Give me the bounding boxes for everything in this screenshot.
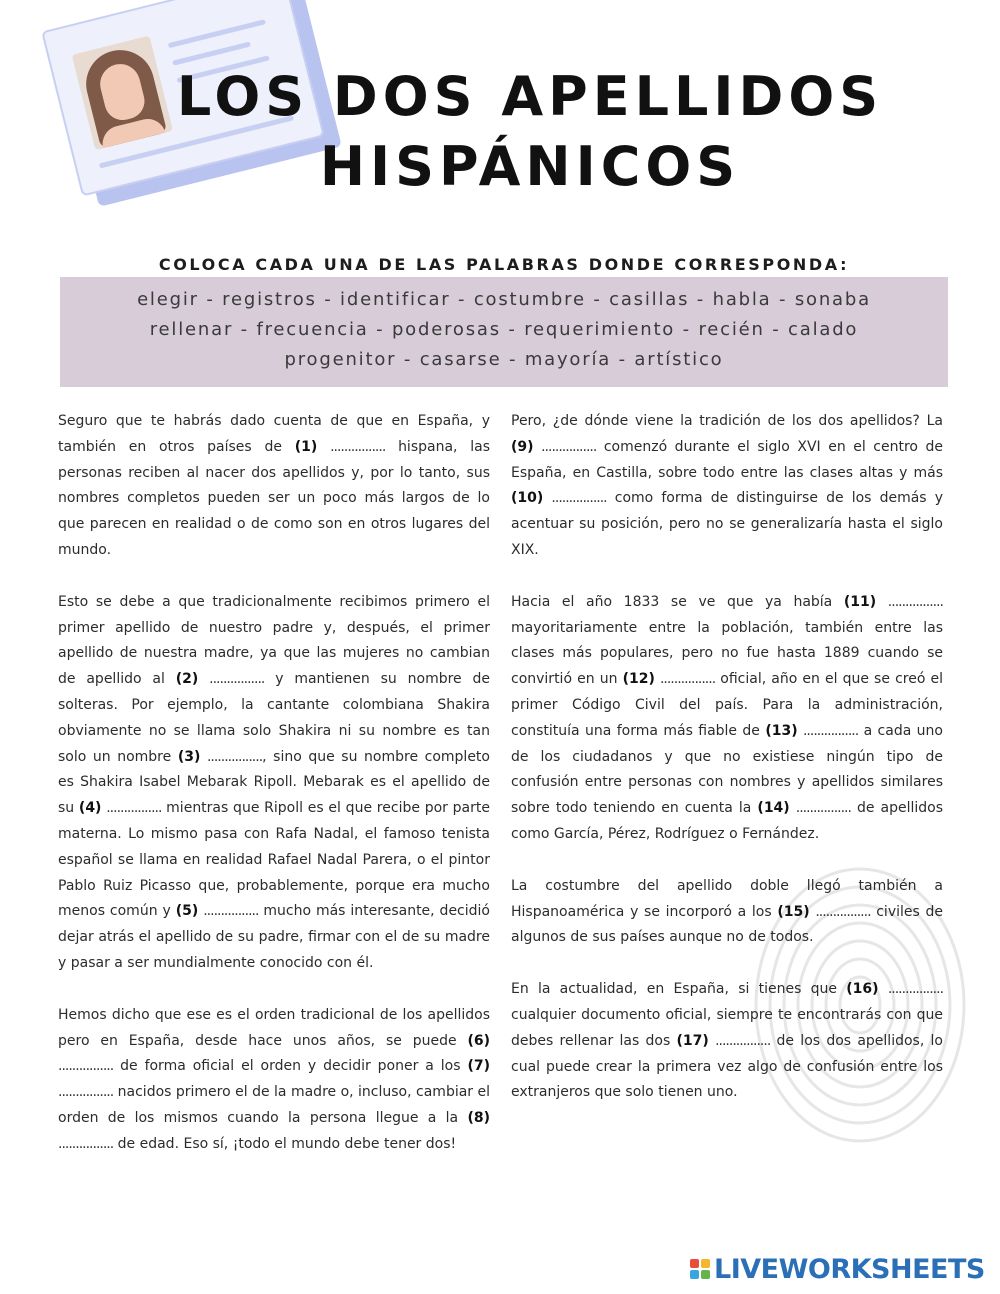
paragraph-text: de edad. Eso sí, ¡todo el mundo debe tener dos!	[117, 1135, 457, 1152]
blank-number: (7)	[467, 1058, 491, 1075]
word-bank-line: progenitor - casarse - mayoría - artístico	[284, 349, 724, 370]
paragraph-text: cualquier documento oficial, siempre te encontrarás con que debes rellenar las dos	[511, 1006, 943, 1049]
blank-field[interactable]: ................	[551, 490, 607, 507]
paragraph-text: a cada uno de los ciudadanos y que no existiese ningún tipo de confusión entre personas con nombres y apellidos similares sobre todo teniendo en cuenta la	[511, 722, 943, 817]
blank-number: (14)	[757, 800, 790, 817]
blank-field[interactable]: ................	[541, 438, 597, 455]
liveworksheets-branding[interactable]	[690, 1252, 985, 1286]
paragraph-text: Seguro que te habrás dado cuenta de que en España, y también en otros países de	[58, 413, 490, 455]
blank-field[interactable]: ................	[659, 671, 716, 688]
paragraph	[511, 874, 943, 951]
blank-field[interactable]: ................	[106, 800, 162, 817]
title-line-1: LOS DOS APELLIDOS	[176, 65, 884, 128]
liveworksheets-logo-icon	[690, 1259, 710, 1279]
blank-number: (5)	[175, 903, 199, 920]
blank-field[interactable]: ................	[802, 722, 859, 739]
paragraph-text: comenzó durante el siglo XVI en el centro de España, en Castilla, sobre todo entre las clases altas y más	[511, 438, 944, 481]
blank-field[interactable]: ................	[58, 1058, 114, 1075]
paragraph-text: como forma de distinguirse de los demás y acentuar su posición, pero no se generalizaría hasta el siglo XIX.	[511, 490, 944, 558]
blank-field[interactable]: ................	[206, 748, 263, 765]
brand-name: LIVEWORKSHEETS	[714, 1253, 985, 1285]
paragraph	[511, 977, 943, 1106]
paragraph-text: Hemos dicho que ese es el orden tradicional de los apellidos pero en España, desde hace unos años, se puede	[58, 1006, 490, 1049]
blank-number: (4)	[78, 800, 102, 817]
blank-number: (17)	[676, 1032, 709, 1049]
page-title	[150, 62, 910, 202]
blank-field[interactable]: ................	[330, 438, 386, 455]
paragraph-text: hispana, las personas reciben al nacer dos apellidos y, por lo tanto, sus nombres completos pueden ser un poco más largos de lo que parecen en realidad o de como son en otros lugares del mundo.	[58, 438, 491, 558]
text-column-left	[58, 409, 490, 1184]
blank-number: (8)	[467, 1109, 490, 1126]
blank-number: (2)	[175, 671, 199, 688]
paragraph-text: de forma oficial el orden y decidir poner a los	[120, 1058, 461, 1075]
blank-number: (12)	[622, 671, 655, 688]
paragraph-text: civiles de algunos de sus países aunque no de todos.	[511, 903, 943, 946]
paragraph-text: mucho más interesante, decidió dejar atrás el apellido de su padre, firmar con el de su madre y pasar a ser mundialmente conocido con él.	[58, 903, 490, 971]
paragraph-text: En la actualidad, en España, si tienes que	[511, 981, 838, 998]
blank-number: (3)	[177, 748, 201, 765]
blank-number: (10)	[511, 490, 544, 507]
blank-number: (16)	[846, 981, 879, 998]
paragraph	[58, 1003, 490, 1158]
paragraph-text: Pero, ¿de dónde viene la tradición de los dos apellidos? La	[511, 413, 943, 429]
word-bank-line: rellenar - frecuencia - poderosas - requerimiento - recién - calado	[149, 319, 859, 340]
paragraph	[58, 409, 490, 564]
paragraph-text: y mantienen su nombre de solteras. Por ejemplo, la cantante colombiana Shakira obviamente no se llama solo Shakira ni su nombre es tan solo un nombre	[58, 671, 491, 765]
blank-field[interactable]: ................	[887, 593, 943, 610]
blank-field[interactable]: ................	[58, 1135, 114, 1152]
paragraph-text: La costumbre del apellido doble llegó también a Hispanoamérica y se incorporó a los	[511, 877, 943, 920]
paragraph-text: de apellidos como García, Pérez, Rodríguez o Fernández.	[511, 800, 944, 842]
paragraph-text: nacidos primero el de la madre o, incluso, cambiar el orden de los mismos cuando la persona llegue a la	[58, 1084, 491, 1126]
blank-number: (6)	[467, 1032, 490, 1049]
word-bank-line: elegir - registros - identificar - costumbre - casillas - habla - sonaba	[137, 289, 871, 310]
blank-field[interactable]: ................	[58, 1084, 114, 1101]
paragraph-text: Hacia el año 1833 se ve que ya había	[511, 593, 833, 610]
blank-number: (1)	[294, 438, 318, 455]
paragraph	[511, 409, 943, 564]
instruction-heading: COLOCA CADA UNA DE LAS PALABRAS DONDE CORRESPONDA:	[158, 255, 850, 274]
paragraph	[58, 590, 490, 977]
word-bank	[60, 277, 948, 387]
title-line-2: HISPÁNICOS	[319, 135, 741, 198]
blank-number: (9)	[511, 438, 534, 455]
paragraph-text: , sino que su nombre completo es Shakira Isabel Mebarak Ripoll. Mebarak es el apellido de su	[58, 748, 490, 817]
blank-field[interactable]: ................	[815, 903, 871, 920]
paragraph-text: mientras que Ripoll es el que recibe por parte materna. Lo mismo pasa con Rafa Nadal, el famoso tenista español se llama en realidad Rafael Nadal Parera, o el pintor Pablo Ruiz Picasso que, probablemente, porque era mucho menos común y	[58, 800, 490, 920]
blank-field[interactable]: ................	[795, 800, 851, 817]
blank-field[interactable]: ................	[203, 903, 259, 920]
paragraph-text: Esto se debe a que tradicionalmente recibimos primero el primer apellido de nuestro padre y, después, el primer apellido de nuestra madre, ya que las mujeres no cambian de apellido al	[58, 593, 490, 688]
blank-field[interactable]: ................	[887, 981, 944, 998]
blank-number: (13)	[765, 722, 798, 739]
paragraph-text: mayoritariamente entre la población, también entre las clases más populares, pero no fue hasta 1889 cuando se convirtió en un	[511, 619, 943, 688]
blank-number: (15)	[777, 903, 810, 920]
paragraph-text: de los dos apellidos, lo cual puede crear la primera vez algo de confusión entre los extranjeros que solo tienen uno.	[511, 1032, 943, 1101]
blank-field[interactable]: ................	[209, 671, 265, 688]
blank-field[interactable]: ................	[715, 1032, 771, 1049]
blank-number: (11)	[843, 593, 877, 610]
paragraph-text: oficial, año en el que se creó el primer Código Civil del país. Para la administración, constituía una forma más fiable de	[511, 671, 943, 739]
text-column-right	[511, 409, 943, 1132]
paragraph	[511, 590, 943, 848]
